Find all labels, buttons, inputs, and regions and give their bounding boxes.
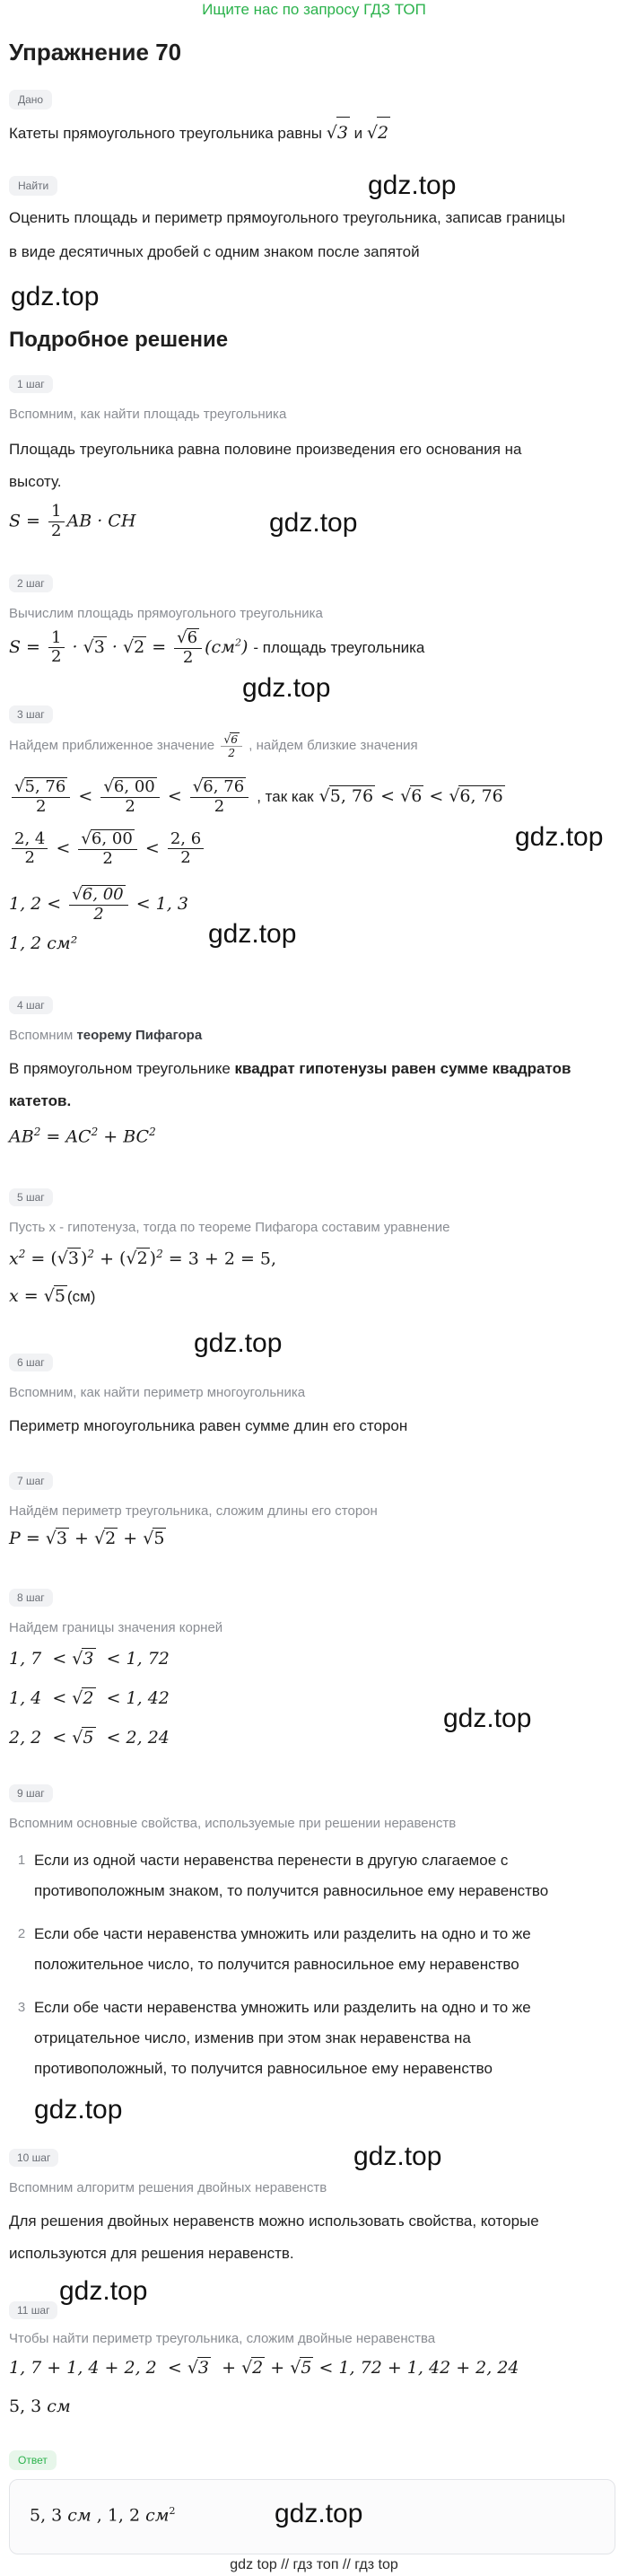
- watermark: gdz.top: [353, 2142, 442, 2171]
- page-title-wrap: [9, 27, 181, 66]
- list-line: отрицательное число, изменив при этом знак неравенства на: [34, 2029, 471, 2046]
- watermark: gdz.top: [242, 673, 331, 703]
- list-line: Если обе части неравенства умножить или разделить на одно и то же: [34, 1925, 531, 1942]
- given-chip: Дано: [9, 90, 52, 110]
- step2-muted: Вычислим площадь прямоугольного треугольника: [9, 606, 323, 621]
- step-chip-9: 9 шаг: [9, 1784, 53, 1802]
- list-item: [9, 1919, 619, 1980]
- step8-muted: Найдем границы значения корней: [9, 1620, 223, 1635]
- step4-muted-bold: теорему Пифагора: [76, 1028, 203, 1043]
- watermark: gdz.top: [59, 2276, 148, 2306]
- list-num: 2: [17, 1926, 26, 1941]
- step4-formula: $AB^2 = AC^2 + BC^2$: [9, 1126, 156, 1147]
- list-line: Если из одной части неравенства перенести в другую слагаемое с: [34, 1852, 509, 1869]
- watermark: gdz.top: [34, 2095, 123, 2125]
- step1-muted: Вспомним, как найти площадь треугольника: [9, 407, 287, 422]
- step7-formula: P = √3 + √2 + √5: [9, 1529, 165, 1548]
- step-chip-2: 2 шаг: [9, 574, 53, 592]
- step3-muted: Найдем приближенное значение $\frac{√6}{2}$ , найдем близкие значения: [9, 733, 418, 760]
- step5-formula1: $x^2 = (√3$ )$^2$ + (√2 )$^2$ = 3 + 2 = 5,: [9, 1248, 277, 1269]
- step3-since: , так как: [257, 787, 314, 805]
- list-item: [9, 1993, 619, 2084]
- step3-muted-b: , найдем близкие значения: [249, 738, 418, 754]
- step4-muted: [9, 1025, 202, 1047]
- step9-muted: Вспомним основные свойства, используемые при решении неравенств: [9, 1816, 457, 1831]
- step-chip-3: 3 шаг: [9, 705, 53, 723]
- step6-muted: Вспомним, как найти периметр многоугольника: [9, 1385, 306, 1400]
- watermark: gdz.top: [443, 1704, 532, 1733]
- step10-text2: используются для решения неравенств.: [9, 2245, 294, 2262]
- step2-formula: S = $\frac{1}{2}$ · √3 · √2 = $\frac{√6}{2}$ $(см^2)$ - площадь треугольника: [9, 627, 425, 667]
- solution-title: Подробное решение: [9, 328, 229, 352]
- step3-line1: $\frac{√5, 76}{2}$ < $\frac{√6, 00}{2}$ < $\frac{√6, 76}{2}$ , так как √5, 76 < √6 < √6, 76: [9, 777, 505, 817]
- list-line: противоположным знаком, то получится равносильное ему неравенство: [34, 1882, 549, 1899]
- watermark: gdz.top: [11, 282, 100, 311]
- step-chip-10: 10 шаг: [9, 2149, 58, 2167]
- step8-line1: 1, 7 < √3 < 1, 72: [9, 1649, 170, 1669]
- list-num: 3: [17, 2000, 26, 2015]
- given-label: Катеты прямоугольного треугольника равны: [9, 125, 322, 142]
- step-chip-5: 5 шаг: [9, 1188, 53, 1206]
- given-text: [9, 117, 390, 149]
- given-and: и: [353, 125, 363, 142]
- step10-muted: Вспомним алгоритм решения двойных неравенств: [9, 2180, 327, 2195]
- step8-line3: 2, 2 < √5 < 2, 24: [9, 1728, 170, 1748]
- step5-formula2: x = √5 (см): [9, 1286, 96, 1306]
- find-chip: Найти: [9, 176, 57, 196]
- list-line: Если обе части неравенства умножить или разделить на одно и то же: [34, 1999, 531, 2016]
- watermark: gdz.top: [368, 171, 457, 200]
- step4-text-a: В прямоугольном треугольнике: [9, 1060, 231, 1077]
- step7-muted: Найдём периметр треугольника, сложим длины его сторон: [9, 1503, 378, 1519]
- step11-result: 5, 3 см: [9, 2396, 71, 2416]
- step1-text2: высоту.: [9, 473, 62, 490]
- answer-value: 5, 3 см , 1, 2 $см^2$: [30, 2505, 176, 2526]
- sqrt3: √3: [327, 123, 350, 143]
- step-chip-11: 11 шаг: [9, 2301, 57, 2319]
- step5-muted: Пусть x - гипотенуза, тогда по теореме Пифагора составим уравнение: [9, 1220, 450, 1235]
- find-line2: в виде десятичных дробей с одним знаком после запятой: [9, 243, 420, 260]
- step-chip-7: 7 шаг: [9, 1472, 53, 1490]
- footer-links[interactable]: gdz top // гдз топ // гдз top: [230, 2557, 398, 2572]
- step8-line2: 1, 4 < √2 < 1, 42: [9, 1688, 170, 1708]
- step3-result: 1, 2 см²: [9, 933, 78, 953]
- step4-text-bold: квадрат гипотенузы равен сумме квадратов: [234, 1060, 571, 1077]
- step-chip-1: 1 шаг: [9, 375, 53, 393]
- step-chip-6: 6 шаг: [9, 1354, 53, 1371]
- step6-text: Периметр многоугольника равен сумме длин его сторон: [9, 1417, 408, 1434]
- step1-formula: S = $\frac{1}{2}$ AB · CH: [9, 502, 136, 540]
- list-line: положительное число, то получится равносильное ему неравенство: [34, 1956, 519, 1973]
- sqrt2: √2: [367, 123, 390, 143]
- watermark: gdz.top: [194, 1328, 283, 1358]
- step11-muted: Чтобы найти периметр треугольника, сложим двойные неравенства: [9, 2331, 436, 2346]
- answer-chip: Ответ: [9, 2450, 57, 2470]
- step4-text-bold2: катетов.: [9, 1092, 72, 1109]
- find-chip-wrap: [9, 176, 57, 196]
- top-banner[interactable]: Ищите нас по запросу ГДЗ ТОП: [202, 1, 426, 18]
- step2-tail: - площадь треугольника: [253, 638, 425, 656]
- step3-muted-a: Найдем приближенное значение: [9, 738, 215, 754]
- watermark: gdz.top: [269, 508, 358, 538]
- step5-unit: (см): [66, 1288, 96, 1305]
- page-title: Упражнение 70: [9, 39, 182, 66]
- step9-list: [9, 1845, 619, 2084]
- list-num: 1: [17, 1853, 26, 1868]
- watermark: gdz.top: [275, 2499, 363, 2528]
- step-chip-8: 8 шаг: [9, 1589, 53, 1607]
- step4-text2: [9, 1086, 71, 1117]
- step4-text1: [9, 1054, 571, 1084]
- watermark: gdz.top: [208, 919, 297, 949]
- list-item: [9, 1845, 619, 1906]
- step11-formula: 1, 7 + 1, 4 + 2, 2 < √3 + √2 + √5 < 1, 72 + 1, 42 + 2, 24: [9, 2358, 519, 2378]
- find-line1: Оценить площадь и периметр прямоугольного треугольника, записав границы: [9, 209, 566, 226]
- step3-line3: 1, 2 < $\frac{√6, 00}{2}$ < 1, 3: [9, 885, 188, 924]
- step4-muted-a: Вспомним: [9, 1028, 74, 1043]
- step-chip-4: 4 шаг: [9, 996, 53, 1014]
- watermark: gdz.top: [515, 822, 604, 852]
- step10-text1: Для решения двойных неравенств можно использовать свойства, которые: [9, 2212, 539, 2230]
- step1-text1: Площадь треугольника равна половине произведения его основания на: [9, 441, 522, 458]
- list-line: противоположный, то получится равносильное ему неравенство: [34, 2060, 493, 2077]
- given-chip-wrap: [9, 90, 52, 110]
- step3-line2: $\frac{2, 4}{2}$ < $\frac{√6, 00}{2}$ < $\frac{2, 6}{2}$: [9, 829, 206, 869]
- solution-title-wrap: [9, 327, 228, 354]
